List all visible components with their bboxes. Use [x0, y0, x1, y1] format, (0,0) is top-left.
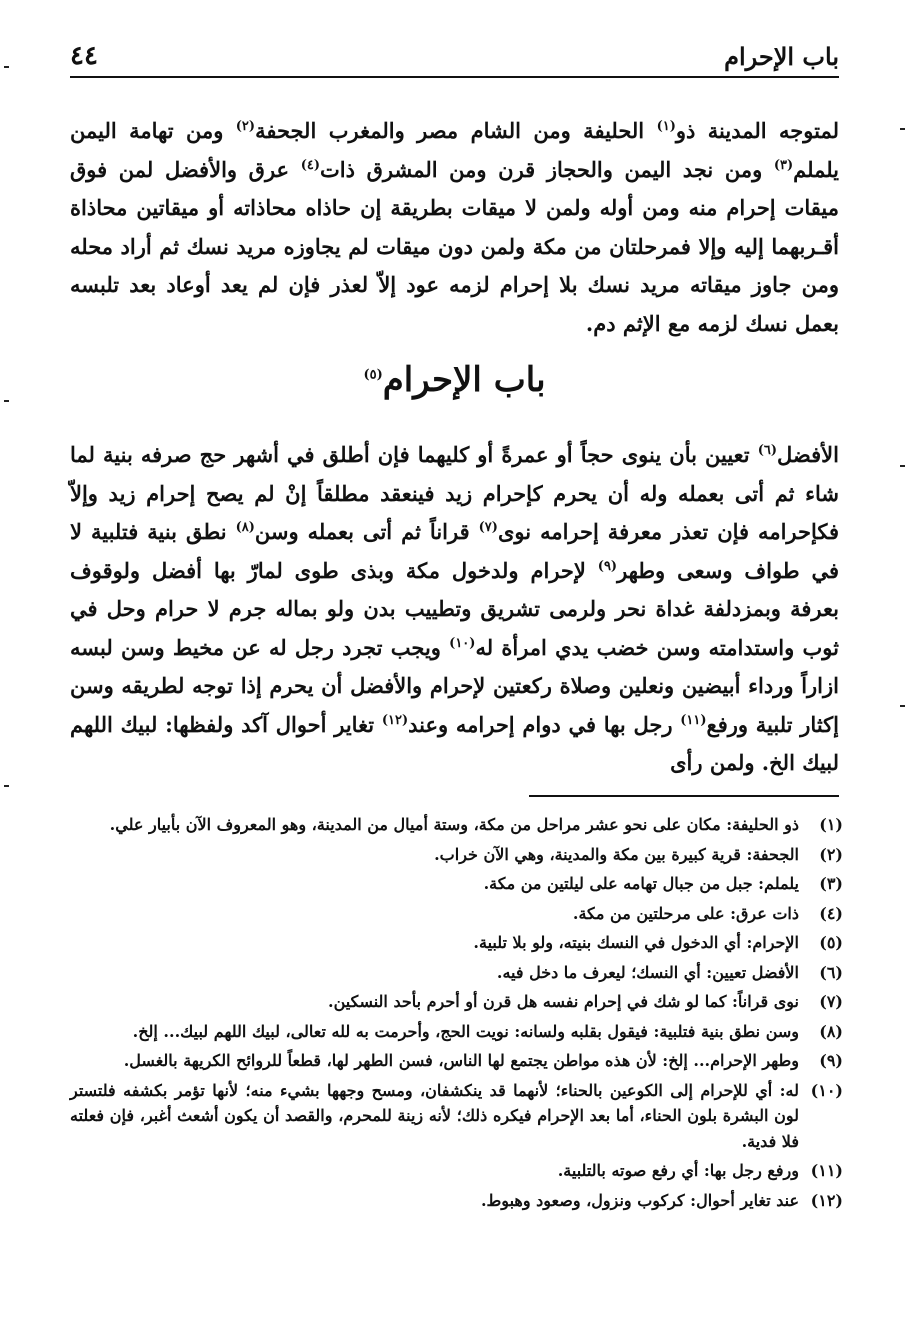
footnote-number: (٨) — [819, 1021, 843, 1041]
text-run: نطق بنية فتلبية لا في طواف وسعى وطهر — [70, 519, 839, 583]
text-run: عرق والأفضل لمن فوق ميقات إحرام منه ومن أوله ولمن لا ميقات بطريقة إن حاذاه محاذاته أو ميقاتين محاذاة أقـربهما إليه وإلا فمرحلتان من مكة ولمن دون ميقات لم يجاوزه مريد نسك ثم أراد محله ومن جاوز ميقاته مريد نسك بلا إحرام لزمه عود إلاّ لعذر فإن لم يعد أوعاد بعد تلبسه بعمل نسك لزمه مع الإثم دم. — [70, 156, 839, 336]
footnote-number: (٩) — [819, 1051, 843, 1070]
text-run: تغاير أحوال آكد ولفظها: لبيك اللهم لبيك الخ. ولمن رأى — [70, 711, 839, 775]
page-header — [70, 36, 839, 78]
footnote-number: (٢) — [819, 844, 843, 864]
footnote-item — [70, 812, 843, 838]
footnote-item — [70, 901, 843, 927]
footnote-text: الجحفة: قرية كبيرة بين مكة والمدينة، وهي الآن خراب. — [434, 844, 799, 864]
footnote-text: عند تغاير أحوال: كركوب ونزول، وصعود وهبوط. — [480, 1190, 799, 1210]
footnote-ref[interactable]: (٦) — [757, 443, 778, 458]
footnote-text: يلملم: جبل من جبال تهامه على ليلتين من مكة. — [483, 874, 799, 893]
footnote-ref[interactable]: (١) — [656, 119, 676, 134]
text-run: قراناً ثم أتى بعمله وسن — [254, 519, 479, 544]
footnote-ref[interactable]: (٤) — [300, 157, 320, 173]
text-run: الحليفة ومن الشام مصر والمغرب الجحفة — [255, 118, 657, 143]
footnote-text: ذو الحليفة: مكان على نحو عشر مراحل من مكة، وستة أميال من المدينة، وهو المعروف الآن بأبيار علي. — [109, 815, 799, 834]
text-run: لمتوجه المدينة ذو — [675, 118, 839, 143]
footnote-ref[interactable]: (٣) — [773, 157, 794, 173]
paragraph-ihram — [70, 436, 839, 783]
footnote-ref[interactable]: (٧) — [478, 520, 498, 535]
footnote-text: الإحرام: أي الدخول في النسك بنيته، ولو بلا تلبية. — [473, 933, 799, 952]
text-run: ومن نجد اليمن والحجاز قرن ومن المشرق ذات — [320, 156, 774, 182]
footnote-item — [70, 930, 843, 956]
footnote-ref[interactable]: (٨) — [235, 520, 255, 535]
footnote-separator — [529, 795, 839, 797]
footnote-number: (١٢) — [810, 1190, 843, 1210]
section-title: باب الإحرام — [382, 360, 546, 400]
footnote-text: له: أي للإحرام إلى الكوعين بالحناء؛ لأنهما قد ينكشفان، ومسح وجهها بشيء منه؛ لأنها تؤمر بكشفه فلتستر لون البشرة بلون الحناء، أما بعد الإحرام فيكره ذلك؛ لأنه زينة للمحرم، والقصد أن يكون أشعث أغبر، فإن فعلته فلا فدية. — [70, 1080, 799, 1151]
footnote-number: (٤) — [819, 903, 843, 923]
footnote-item — [70, 989, 843, 1015]
footnote-number: (١) — [819, 815, 843, 834]
text-run: لإحرام ولدخول مكة وبذى طوى لمارّ بها أفضل ولوقوف بعرفة وبمزدلفة غداة نحر ولرمى تشريق وتطييب بدن ولو بماله جرم لا حرام وحل في ثوب واستدامته وسن خضب يدي امرأة له — [70, 557, 839, 660]
footnote-ref[interactable]: (١٢) — [381, 712, 409, 728]
footnote-ref[interactable]: (٢) — [235, 119, 256, 134]
footnote-number: (٧) — [819, 992, 843, 1011]
scan-edge-mark — [900, 465, 905, 467]
footnote-item — [70, 1158, 843, 1184]
footnotes — [70, 812, 843, 1217]
footnote-ref[interactable]: (١٠) — [449, 635, 476, 651]
text-run: ويجب تجرد رجل له عن مخيط وسن لبسه ازاراً ورداء أبيضين ونعلين وصلاة ركعتين لإحرام والأفضل أن يحرم إذا توجه لطريقه وسن إكثار تلبية ورفع — [70, 634, 839, 737]
footnote-text: ورفع رجل بها: أي رفع صوته بالتلبية. — [557, 1161, 799, 1180]
text-run: ومن تهامة اليمن يلملم — [70, 118, 840, 182]
footnote-ref[interactable]: (٥) — [363, 367, 383, 383]
text-run: الأفضل — [777, 442, 839, 467]
page-number: ٤٤ — [70, 41, 98, 71]
footnote-item — [70, 1019, 843, 1045]
footnote-number: (١١) — [810, 1161, 843, 1180]
scan-edge-mark — [900, 705, 905, 707]
footnote-ref[interactable]: (٩) — [597, 558, 618, 574]
text-run: تعيين بأن ينوى حجاً أو عمرةً أو كليهما فإن أطلق في أشهر حج صرفه بنية لما شاء ثم أتى بعمله وله أن يحرم كإحرام زيد فينعقد مطلقاً إنْ لم يصح إحرام زيد وإلاّ فكإحرامه فإن تعذر معرفة إحرامه نوى — [70, 442, 840, 544]
scan-edge-mark — [4, 785, 9, 787]
text-run: رجل بها في دوام إحرامه وعند — [408, 711, 681, 737]
footnote-ref[interactable]: (١١) — [680, 712, 707, 728]
footnote-number: (١٠) — [810, 1080, 843, 1100]
running-title: باب الإحرام — [724, 41, 839, 71]
footnote-item — [70, 871, 843, 897]
footnote-item — [70, 960, 843, 986]
footnote-text: وطهر الإحرام... إلخ: لأن هذه مواطن يجتمع لها الناس، فسن الطهر لها، قطعاً للروائح الكريهة بالغسل. — [123, 1051, 799, 1070]
scan-edge-mark — [4, 66, 9, 68]
footnote-item — [70, 1188, 843, 1214]
footnote-item — [70, 1078, 843, 1155]
paragraph-miqat — [70, 112, 839, 343]
footnote-number: (٥) — [819, 933, 843, 952]
footnote-text: ذات عرق: على مرحلتين من مكة. — [572, 903, 799, 923]
footnote-item — [70, 842, 843, 868]
scan-edge-mark — [4, 400, 9, 402]
footnote-text: الأفضل تعيين: أي النسك؛ ليعرف ما دخل فيه. — [496, 962, 799, 982]
footnote-item — [70, 1048, 843, 1074]
footnote-number: (٣) — [819, 874, 843, 893]
section-heading — [70, 360, 839, 400]
footnote-text: وسن نطق بنية فتلبية: فيقول بقلبه ولسانه: نويت الحج، وأحرمت به لله تعالى، لبيك اللهم لبيك... إلخ. — [132, 1021, 799, 1041]
footnote-text: نوى قراناً: كما لو شك في إحرام نفسه هل قرن أو أحرم بأحد النسكين. — [328, 992, 799, 1011]
footnote-number: (٦) — [819, 962, 843, 982]
scan-edge-mark — [900, 128, 905, 130]
